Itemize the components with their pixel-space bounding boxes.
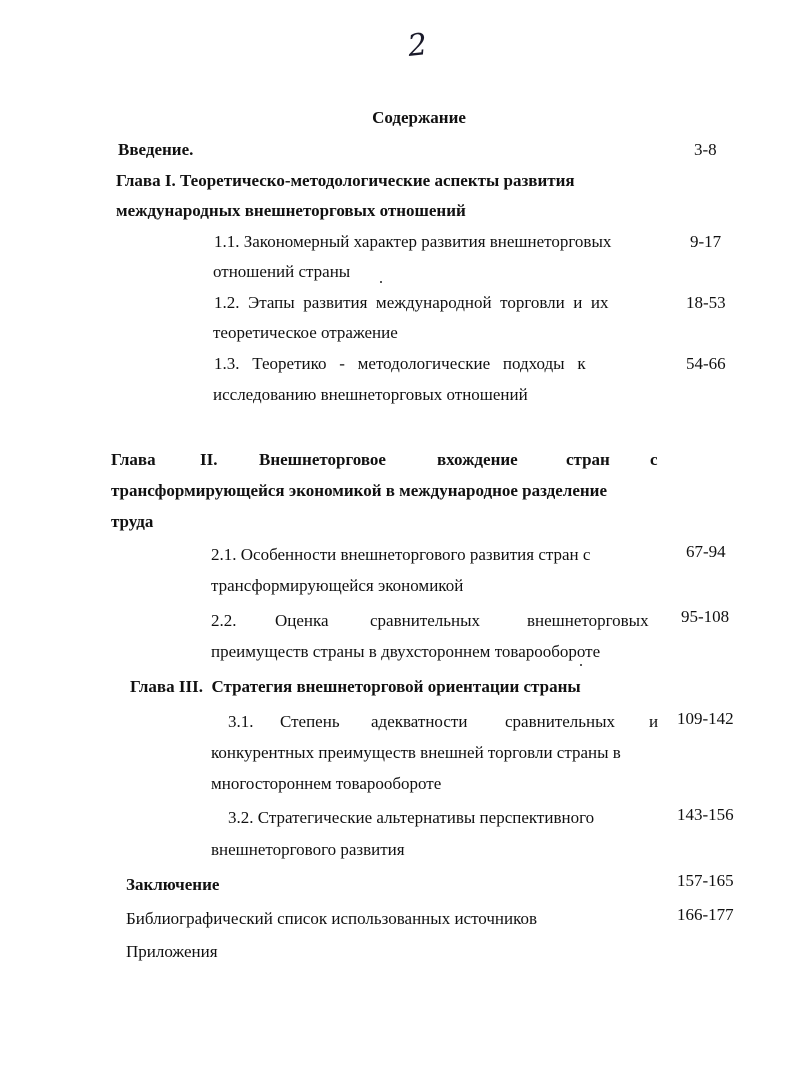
section-3-2-line1: 3.2. Стратегические альтернативы перспективного [228,808,595,827]
chapter1-title-line2: международных внешнеторговых отношений [116,201,466,220]
page-title: Содержание [372,108,466,127]
chapter1-title-line1: Глава I. Теоретическо-методологические аспекты развития [116,171,575,190]
section-1-3-line1: 1.3. Теоретико - методологические подходы к [214,354,586,373]
section-1-3-pages: 54-66 [686,354,726,373]
section-3-1-line2: конкурентных преимуществ внешней торговли страны в [211,743,621,762]
section-3-2-line2: внешнеторгового развития [211,840,405,859]
section-2-2-word2: Оценка [275,611,329,630]
section-2-1-line1: 2.1. Особенности внешнеторгового развития стран с [211,545,591,564]
bibliography-pages: 166-177 [677,905,734,924]
chapter2-title-line3: труда [111,512,154,531]
section-1-2-line1: 1.2. Этапы развития международной торговли и их [214,293,609,312]
section-2-2-word1: 2.2. [211,611,237,630]
section-1-2-pages: 18-53 [686,293,726,312]
chapter2-word3: Внешнеторговое [259,450,386,469]
section-2-1-line2: трансформирующейся экономикой [211,576,464,595]
conclusion-label: Заключение [126,875,220,894]
intro-label: Введение. [118,140,194,159]
scan-speck [580,664,582,666]
chapter2-title-line2: трансформирующейся экономикой в международное разделение [111,481,608,500]
section-2-2-pages: 95-108 [681,607,730,626]
chapter2-word5: стран [566,450,610,469]
chapter2-word6: с [650,450,658,469]
section-3-2-pages: 143-156 [677,805,734,824]
chapter2-word1: Глава [111,450,156,469]
chapter2-word4: вхождение [437,450,518,469]
section-1-1-line2: отношений страны [213,262,351,281]
section-3-1-line3: многостороннем товарообороте [211,774,442,793]
section-1-3-line2: исследованию внешнеторговых отношений [213,385,528,404]
handwritten-page-number: 2 [406,27,429,64]
section-1-1-line1: 1.1. Закономерный характер развития внешнеторговых [214,232,612,251]
section-1-1-pages: 9-17 [690,232,722,251]
chapter3-title: Глава III. Стратегия внешнеторговой ориентации страны [130,677,581,696]
section-3-1-word3: адекватности [371,712,468,731]
section-3-1-word2: Степень [280,712,340,731]
section-2-2-word3: сравнительных [370,611,481,630]
section-3-1-pages: 109-142 [677,709,734,728]
section-2-2-word4: внешнеторговых [527,611,649,630]
chapter2-word2: II. [200,450,218,469]
intro-pages: 3-8 [694,140,717,159]
conclusion-pages: 157-165 [677,871,734,890]
appendix-label: Приложения [126,942,218,961]
scan-speck [380,281,382,283]
section-2-2-line2: преимуществ страны в двухстороннем товарообороте [211,642,601,661]
bibliography-label: Библиографический список использованных источников [126,909,538,928]
section-2-1-pages: 67-94 [686,542,726,561]
section-3-1-word4: сравнительных [505,712,616,731]
section-3-1-word5: и [649,712,659,731]
section-1-2-line2: теоретическое отражение [213,323,398,342]
section-3-1-word1: 3.1. [228,712,254,731]
